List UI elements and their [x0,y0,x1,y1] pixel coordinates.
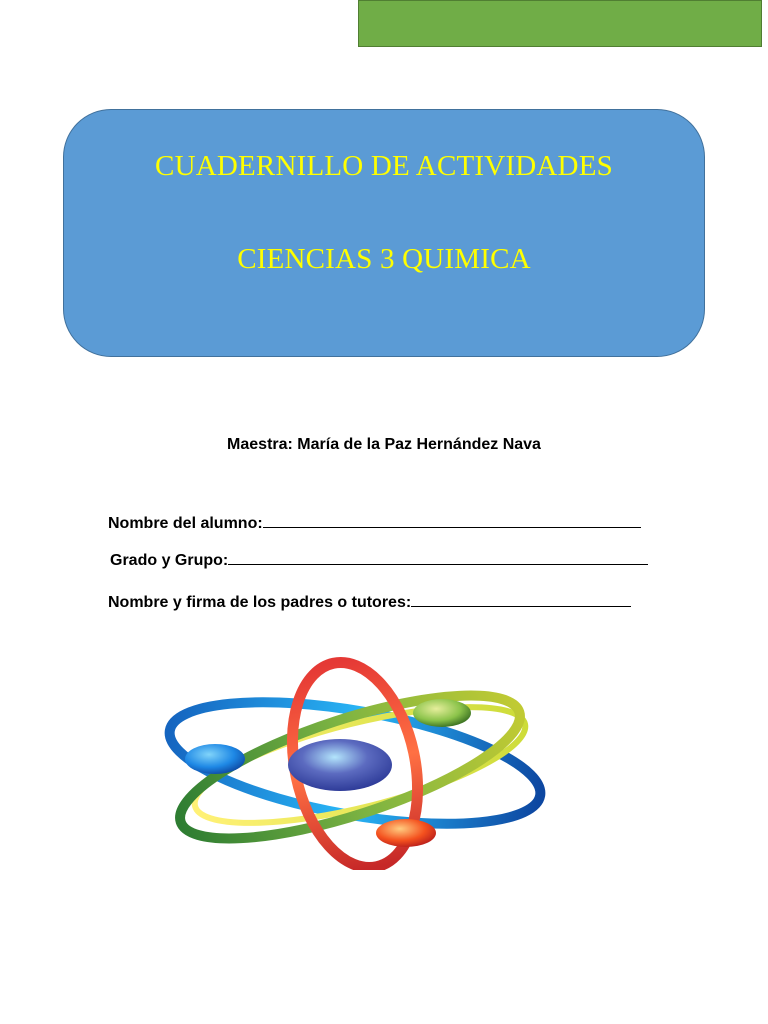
student-name-blank[interactable] [263,513,641,528]
student-name-label: Nombre del alumno: [108,515,263,532]
title-box [63,109,705,357]
parents-signature-label: Nombre y firma de los padres o tutores: [108,594,412,611]
document-title: CUADERNILLO DE ACTIVIDADES [155,150,613,182]
parents-signature-field [108,592,631,612]
document-subtitle: CIENCIAS 3 QUIMICA [237,243,531,275]
grade-group-label: Grado y Grupo: [110,552,229,569]
atom-icon [160,655,550,870]
grade-group-field [110,550,648,570]
student-name-field [108,513,641,533]
parents-signature-blank[interactable] [411,592,631,607]
teacher-name: Maestra: María de la Paz Hernández Nava [227,436,541,453]
grade-group-blank[interactable] [228,550,648,565]
header-green-bar [358,0,762,47]
